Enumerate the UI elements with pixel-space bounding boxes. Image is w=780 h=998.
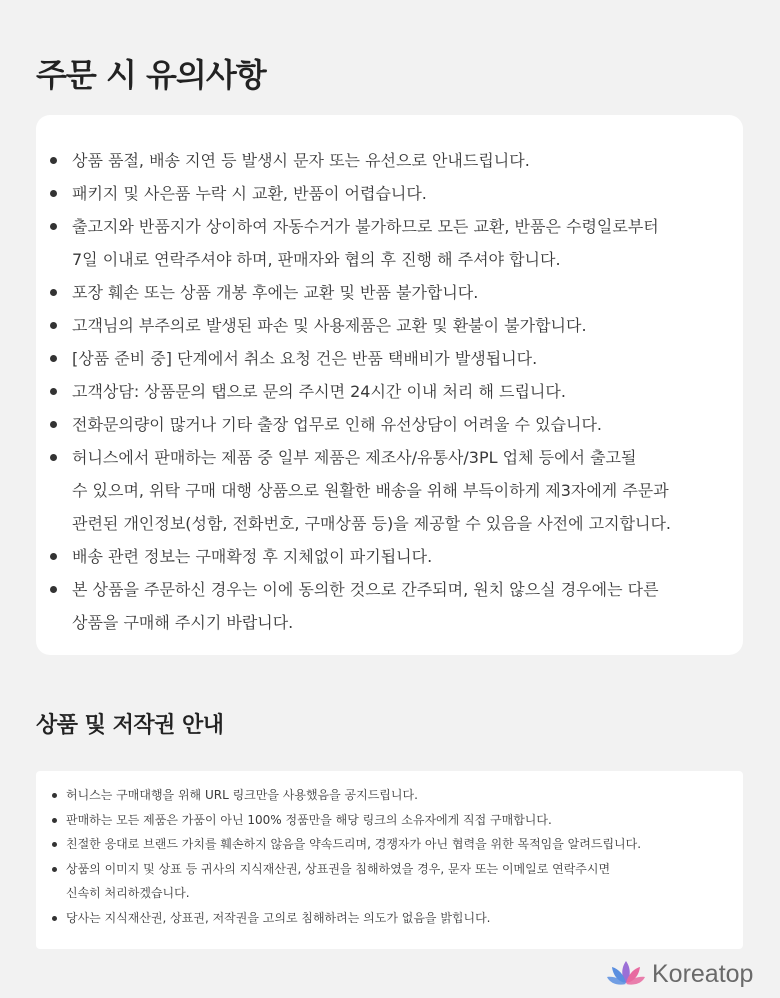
list-item <box>36 210 743 276</box>
watermark-text: Koreatop <box>652 959 754 988</box>
list-item <box>36 177 743 210</box>
list-item-text: [상품 준비 중] 단계에서 취소 요청 건은 반품 택배비가 발생됩니다. <box>72 349 538 368</box>
list-item <box>36 808 743 833</box>
list-item <box>36 276 743 309</box>
list-item-text: 포장 훼손 또는 상품 개봉 후에는 교환 및 반품 불가합니다. <box>72 283 479 302</box>
list-item-text: 본 상품을 주문하신 경우는 이에 동의한 것으로 간주되며, 원치 않으실 경우에는 다른 <box>72 580 659 599</box>
list-item-text: 허니스에서 판매하는 제품 중 일부 제품은 제조사/유통사/3PL 업체 등에서 출고될 <box>72 448 637 467</box>
bullet-icon <box>52 793 57 798</box>
bullet-icon <box>50 190 57 197</box>
list-item <box>36 342 743 375</box>
copyright-notice-card <box>36 771 743 949</box>
list-item-text: 신속히 처리하겠습니다. <box>66 886 190 900</box>
list-item-text: 고객님의 부주의로 발생된 파손 및 사용제품은 교환 및 환불이 불가합니다. <box>72 316 587 335</box>
list-item-text: 패키지 및 사은품 누락 시 교환, 반품이 어렵습니다. <box>72 184 427 203</box>
bullet-icon <box>50 289 57 296</box>
bullet-icon <box>52 867 57 872</box>
bullet-icon <box>50 388 57 395</box>
bullet-icon <box>52 842 57 847</box>
list-item-text: 배송 관련 정보는 구매확정 후 지체없이 파기됩니다. <box>72 547 433 566</box>
list-item-text: 고객상담: 상품문의 탭으로 문의 주시면 24시간 이내 처리 해 드립니다. <box>72 382 566 401</box>
bullet-icon <box>50 157 57 164</box>
copyright-notice-list <box>36 783 743 930</box>
list-item-text: 수 있으며, 위탁 구매 대행 상품으로 원활한 배송을 위해 부득이하게 제3자에게 주문과 <box>72 481 669 500</box>
copyright-title: 상품 및 저작권 안내 <box>36 713 224 738</box>
order-notice-card <box>36 115 743 655</box>
list-item <box>36 783 743 808</box>
bullet-icon <box>50 223 57 230</box>
list-item-text: 상품의 이미지 및 상표 등 귀사의 지식재산권, 상표권을 침해하였을 경우, 문자 또는 이메일로 연락주시면 <box>66 861 611 876</box>
list-item <box>36 573 743 639</box>
bullet-icon <box>52 916 57 921</box>
list-item-text: 출고지와 반품지가 상이하여 자동수거가 불가하므로 모든 교환, 반품은 수령일로부터 <box>72 217 659 236</box>
watermark-logo <box>606 958 753 990</box>
bullet-icon <box>50 454 57 461</box>
list-item-text: 상품 품절, 배송 지연 등 발생시 문자 또는 유선으로 안내드립니다. <box>72 151 530 170</box>
bullet-icon <box>50 586 57 593</box>
list-item <box>36 832 743 857</box>
bullet-icon <box>50 421 57 428</box>
list-item-text: 친절한 응대로 브랜드 가치를 훼손하지 않음을 약속드리며, 경쟁자가 아닌 협력을 위한 목적임을 알려드립니다. <box>66 837 642 851</box>
list-item-text: 판매하는 모든 제품은 가품이 아닌 100% 정품만을 해당 링크의 소유자에게 직접 구매합니다. <box>66 812 552 827</box>
bullet-icon <box>52 818 57 823</box>
list-item <box>36 408 743 441</box>
lotus-icon <box>606 959 646 989</box>
list-item <box>36 309 743 342</box>
bullet-icon <box>50 322 57 329</box>
list-item <box>36 144 743 177</box>
bullet-icon <box>50 553 57 560</box>
list-item <box>36 857 743 906</box>
list-item-text: 허니스는 구매대행을 위해 URL 링크만을 사용했음을 공지드립니다. <box>66 788 418 802</box>
list-item <box>36 540 743 573</box>
list-item-text: 관련된 개인정보(성함, 전화번호, 구매상품 등)을 제공할 수 있음을 사전에 고지합니다. <box>72 514 672 533</box>
list-item <box>36 375 743 408</box>
bullet-icon <box>50 355 57 362</box>
list-item <box>36 441 743 540</box>
list-item-text: 당사는 지식재산권, 상표권, 저작권을 고의로 침해하려는 의도가 없음을 밝힙니다. <box>66 910 491 925</box>
list-item-text: 상품을 구매해 주시기 바랍니다. <box>72 613 294 632</box>
notice-title: 주문 시 유의사항 <box>36 56 266 94</box>
list-item-text: 7일 이내로 연락주셔야 하며, 판매자와 협의 후 진행 해 주셔야 합니다. <box>72 250 561 269</box>
list-item-text: 전화문의량이 많거나 기타 출장 업무로 인해 유선상담이 어려울 수 있습니다. <box>72 415 602 434</box>
order-notice-list <box>36 144 743 639</box>
list-item <box>36 906 743 931</box>
